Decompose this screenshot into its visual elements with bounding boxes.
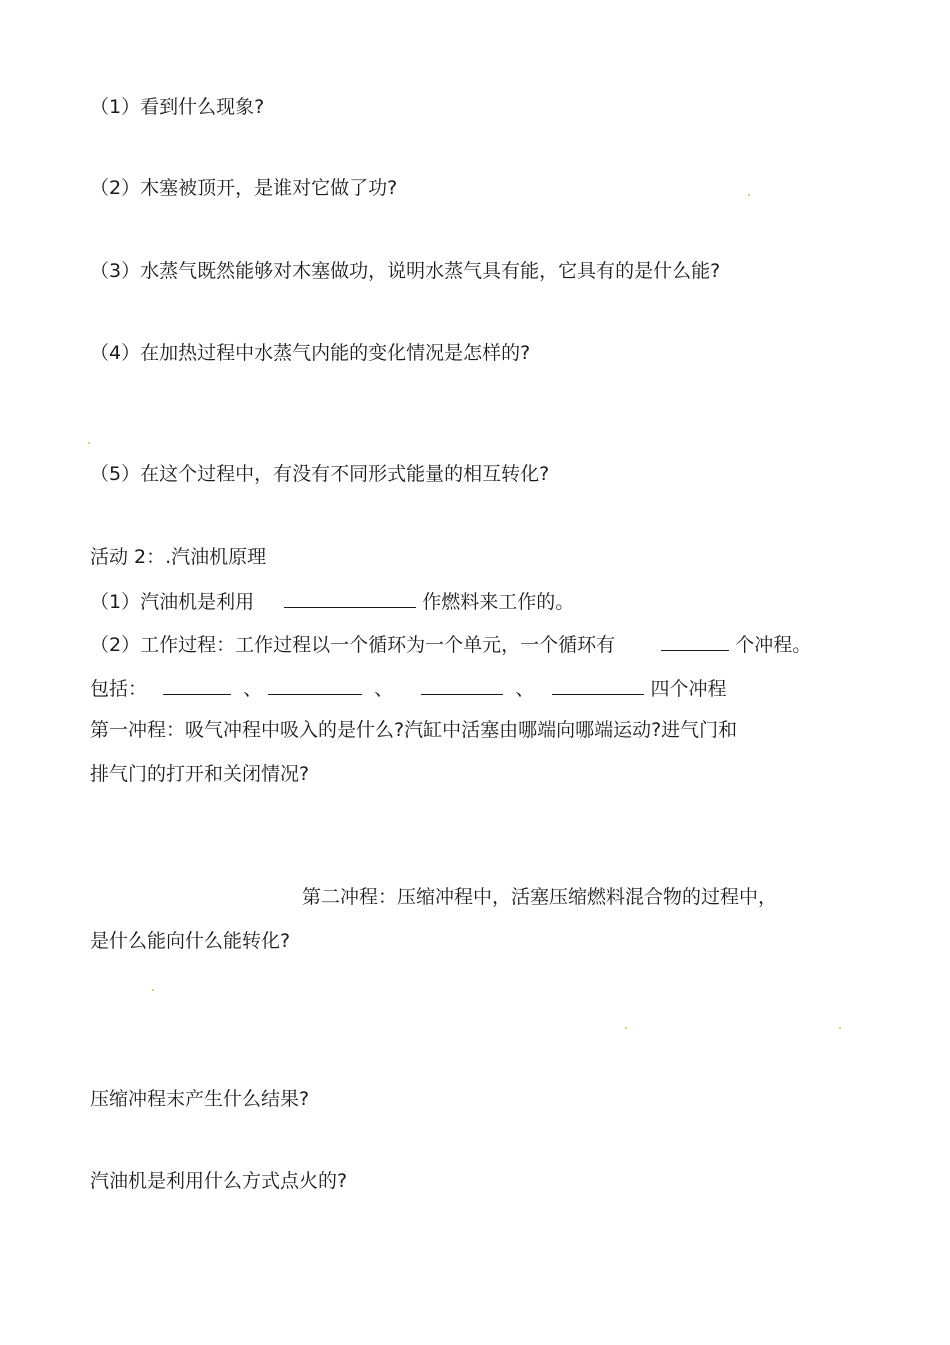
fuel-question-suffix: 作燃料来工作的。 <box>422 591 575 613</box>
scan-speck <box>88 442 90 444</box>
stroke-blank-3[interactable] <box>421 676 503 695</box>
question-3: （3）水蒸气既然能够对木塞做功，说明水蒸气具有能，它具有的是什么能? <box>90 260 721 282</box>
stroke1-question-line1: 第一冲程：吸气冲程中吸入的是什么?汽缸中活塞由哪端向哪端运动?进气门和 <box>90 719 738 741</box>
fuel-blank[interactable] <box>284 589 416 608</box>
separator: 、 <box>374 678 394 700</box>
strokes-include <box>90 676 726 701</box>
cycle-question-prefix: （2）工作过程：工作过程以一个循环为一个单元，一个循环有 <box>90 634 616 656</box>
scan-speck <box>839 1027 841 1029</box>
fuel-question-prefix: （1）汽油机是利用 <box>90 591 255 613</box>
stroke2-question-line1: 第二冲程：压缩冲程中，活塞压缩燃料混合物的过程中， <box>302 886 778 908</box>
scan-speck <box>152 989 154 991</box>
ignition-question: 汽油机是利用什么方式点火的? <box>90 1170 348 1192</box>
activity-title: 活动 2：.汽油机原理 <box>90 546 267 568</box>
cycle-question <box>90 632 811 657</box>
stroke2-question-line2: 是什么能向什么能转化? <box>90 930 291 952</box>
scan-speck <box>625 1027 627 1029</box>
include-suffix: 四个冲程 <box>650 678 727 700</box>
separator: 、 <box>243 678 263 700</box>
separator: 、 <box>515 678 535 700</box>
stroke-blank-2[interactable] <box>268 676 362 695</box>
question-4: （4）在加热过程中水蒸气内能的变化情况是怎样的? <box>90 342 531 364</box>
question-5: （5）在这个过程中，有没有不同形式能量的相互转化? <box>90 463 550 485</box>
stroke1-question-line2: 排气门的打开和关闭情况? <box>90 763 310 785</box>
compression-end-question: 压缩冲程末产生什么结果? <box>90 1088 310 1110</box>
question-1: （1）看到什么现象? <box>90 96 265 118</box>
question-2: （2）木塞被顶开，是谁对它做了功? <box>90 177 398 199</box>
scan-speck <box>748 194 750 196</box>
cycle-question-suffix: 个冲程。 <box>735 634 812 656</box>
stroke-count-blank[interactable] <box>661 632 729 651</box>
stroke-blank-1[interactable] <box>163 676 231 695</box>
stroke-blank-4[interactable] <box>552 676 644 695</box>
include-prefix: 包括： <box>90 678 148 700</box>
fuel-question <box>90 589 574 614</box>
